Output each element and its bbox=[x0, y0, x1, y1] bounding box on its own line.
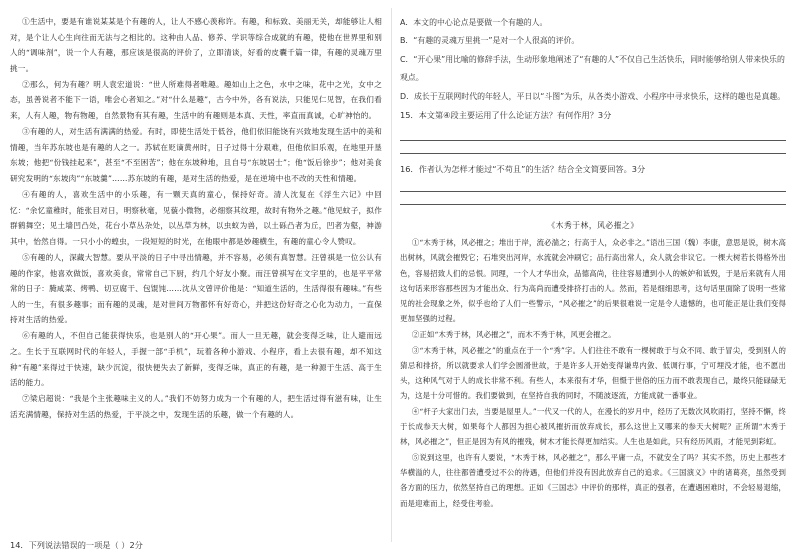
question-15: 15．本文第④段主要运用了什么论证方法？有何作用？3分 bbox=[400, 110, 612, 121]
passage-title: 《木秀于林，风必摧之》 bbox=[547, 221, 639, 231]
column-divider bbox=[391, 8, 392, 542]
option-a[interactable]: A．本文的中心论点是要做一个有趣的人。 bbox=[400, 18, 548, 27]
answer-line[interactable] bbox=[400, 143, 786, 154]
passage-paragraph: ⑥有趣的人，不但自己能获得快乐，也是别人的“开心果”。而人一旦无趣，就会变得乏味，让人避而远之。生长于互联网时代的年轻人，手握一部“手机”，玩着各种小游戏、小程序，看上去很有趣，却不知这种“有趣”来得过于快速，缺少沉淀，很快便失去了新鲜，变得乏味，真正的有趣，是一种源于生活、高于生活的能力。 bbox=[10, 331, 382, 388]
right-column bbox=[400, 14, 786, 511]
passage-paragraph-underlined: ④“杆子大家出门去，当要是屋里人。”一代又一代的人，在漫长的岁月中，经历了无数次风吹雨打，坚持不懈，终于长成参天大树，如果每个人都因为担心被风摧折而放弃成长，那么这世上又哪来的参天大树呢？正所谓“木秀于林，风必摧之”，但正是因为有风的摧残，树木才能长得更加结实。人生也是如此，只有经历风雨，才能见到彩虹。 bbox=[400, 406, 786, 447]
answer-area-16[interactable] bbox=[400, 181, 786, 205]
option-d[interactable]: D．成长于互联网时代的年轻人，平日以“斗图”为乐，从各类小游戏、小程序中寻求快乐，这样的趣也是真趣。 bbox=[400, 91, 786, 101]
answer-line[interactable] bbox=[400, 181, 786, 192]
passage-paragraph: ⑤说到这里，也许有人要说，“木秀于林，风必摧之”，那么平庸一点，不就安全了吗？其实不然，历史上那些才华横溢的人，往往都曾遭受过不公的待遇，但他们并没有因此放弃自己的追求。《三国演义》中的诸葛亮，虽然受到各方面的压力，依然坚持自己的理想。正如《三国志》中评价的那样，真正的强者，在遭遇困难时，不会轻易退缩，而是迎难而上，经受住考验。 bbox=[400, 453, 786, 508]
passage-paragraphs bbox=[10, 14, 382, 422]
left-column bbox=[10, 14, 382, 423]
answer-line[interactable] bbox=[400, 130, 786, 141]
question-16: 16．作者认为怎样才能过“不苟且”的生活？结合全文简要回答。3分 bbox=[400, 163, 646, 174]
passage-paragraph: ①“木秀于林，风必摧之；堆出于岸，流必湍之；行高于人，众必非之。”语出三国（魏）李康，意思是说，树木高出树林，风就会摧毁它；石堆突出河岸，水流就会冲刷它；品行高出常人，众人就会非议它。一棵大树若长得格外出色，容易招致人们的忌恨。同理，一个人才华出众，品德高尚，往往容易遭到小人的嫉妒和诋毁，于是后来就有人用这句话来形容那些因为才能出众、行为高尚而遭受排挤打击的人。然而，若是细细思考，这句话里面除了说明一些常见的社会现象之外，似乎也给了人们一些警示，“风必摧之”的后果很难说一定是令人遗憾的，也可能正是让我们变得更加坚强的过程。 bbox=[400, 238, 786, 324]
passage-paragraph: ①生活中，要是有谁说某某是个有趣的人，让人不感心羡称许。有趣，和标致、美丽无关，却能够让人相对，是个让人心生向往而无法与之相比的。这种由人品、修养、学识等综合成就的有趣，使他在世界里和别人的“调味剂”，说一个人有趣，那应该是很高的评价了，立即清谈，好看的皮囊千篇一律，有趣的灵魂万里挑一。 bbox=[10, 17, 382, 73]
passage-paragraph: ②那么，何为有趣？明人袁宏道说：“世人所难得者唯趣。趣如山上之色，水中之味，花中之光，女中之态，虽善说者不能下一语，唯会心者知之。”对“什么是趣”，古今中外，各有说法，只能见仁见智，在我们看来，人有人趣，物有物趣，自然景物有其有趣，生活中的有趣则是本真、天性，率直而真诚，心旷神怡的。 bbox=[10, 79, 382, 121]
option-c[interactable]: C．“开心果”用比喻的修辞手法，生动形象地阐述了“有趣的人”不仅自己生活快乐，同时能够给别人带来快乐的观点。 bbox=[400, 54, 785, 83]
question-14: 14．下列说法错误的一项是（ ）2分 bbox=[10, 540, 143, 550]
question-14-options bbox=[400, 14, 786, 106]
reading-passage bbox=[400, 235, 786, 511]
passage-paragraph: ②正如“木秀于林，风必摧之”，而木不秀于林，风更会摧之。 bbox=[411, 329, 616, 339]
answer-area-15[interactable] bbox=[400, 130, 786, 154]
passage-paragraph: ⑤有趣的人，深藏大智慧。要从平淡的日子中寻出情趣，并不容易，必须有真智慧。汪曾祺是一位公认有趣的作家，他喜欢做饭，喜欢美食，常常自己下厨，约几个好友小聚。而汪曾祺写在文字里的，也是平平常常的日子：腌咸菜、烤鸭、切豆腐干、包馄饨……沈从文曾评价他是：“知道生活的，生活得很有趣味。”有些人的一生，有很多趣事；而有趣的灵魂，是对世间万物都怀有好奇心，并把这份好奇之心化为动力，一直保持对生活的热爱。 bbox=[10, 252, 382, 325]
answer-line[interactable] bbox=[400, 194, 786, 205]
passage-paragraph: ⑦梁启超说：“我是个主张趣味主义的人。”我们不妨努力成为一个有趣的人，把生活过得有滋有味，让生活充满情趣，保持对生活的热爱，于平淡之中，发现生活的乐趣，做一个有趣的人。 bbox=[10, 394, 382, 419]
passage-paragraph: ③“木秀于林，风必摧之”的重点在于一个“秀”字。人们往往不敢有一棵树敢于与众不同、敢于冒尖，受到别人的猜忌和排挤，所以就要求人们学会圆滑世故，于是许多人开始变得谦卑内敛、低调行事，宁可埋没才能，也不愿出头，这种风气对于人的成长非常不利。有些人，本来很有才华，但慑于世俗的压力而不敢表现自己，最终只能碌碌无为，这是十分可惜的。我们要做到，在坚持自我的同时，不随波逐流，方能成就一番事业。 bbox=[400, 345, 786, 401]
passage-paragraph: ④有趣的人，喜欢生活中的小乐趣，有一颗天真的童心，保持好奇。清人沈复在《浮生六记》中回忆：“余忆童稚时，能张目对日，明察秋毫，见藐小微物，必细察其纹理，故时有物外之趣。”他见蚊子，拟作群鹤舞空；见土墙凹凸处，花台小草丛杂处，以丛草为林，以虫蚁为兽，以土砾凸者为丘，凹者为壑，神游其中，怡然自得。一只小小的蝗虫，一段短短的时光，在他眼中都是妙趣横生，有趣的童心令人赞叹。 bbox=[10, 190, 382, 246]
passage-paragraph: ③有趣的人，对生活有满满的热爱。有时，即使生活处于低谷，他们依旧能饶有兴致地发现生活中的美和情趣，当年苏东坡也是有趣的人之一。苏轼在贬谪黄州时，日子过得十分艰难，但他依旧乐观，在地里开垦东坡；他把“份钱挂起来”，甚至“不至困苦”；他在东坡种地，且自号“东坡居士”；他“饭后徐步”；他对美食研究发明的“东坡肉”“东坡羹”……苏东坡的有趣，是对生活的热爱，是在逆境中也不改的天性和情趣。 bbox=[10, 127, 382, 183]
option-b[interactable]: B．“有趣的灵魂万里挑一”是对一个人很高的评价。 bbox=[400, 36, 580, 46]
